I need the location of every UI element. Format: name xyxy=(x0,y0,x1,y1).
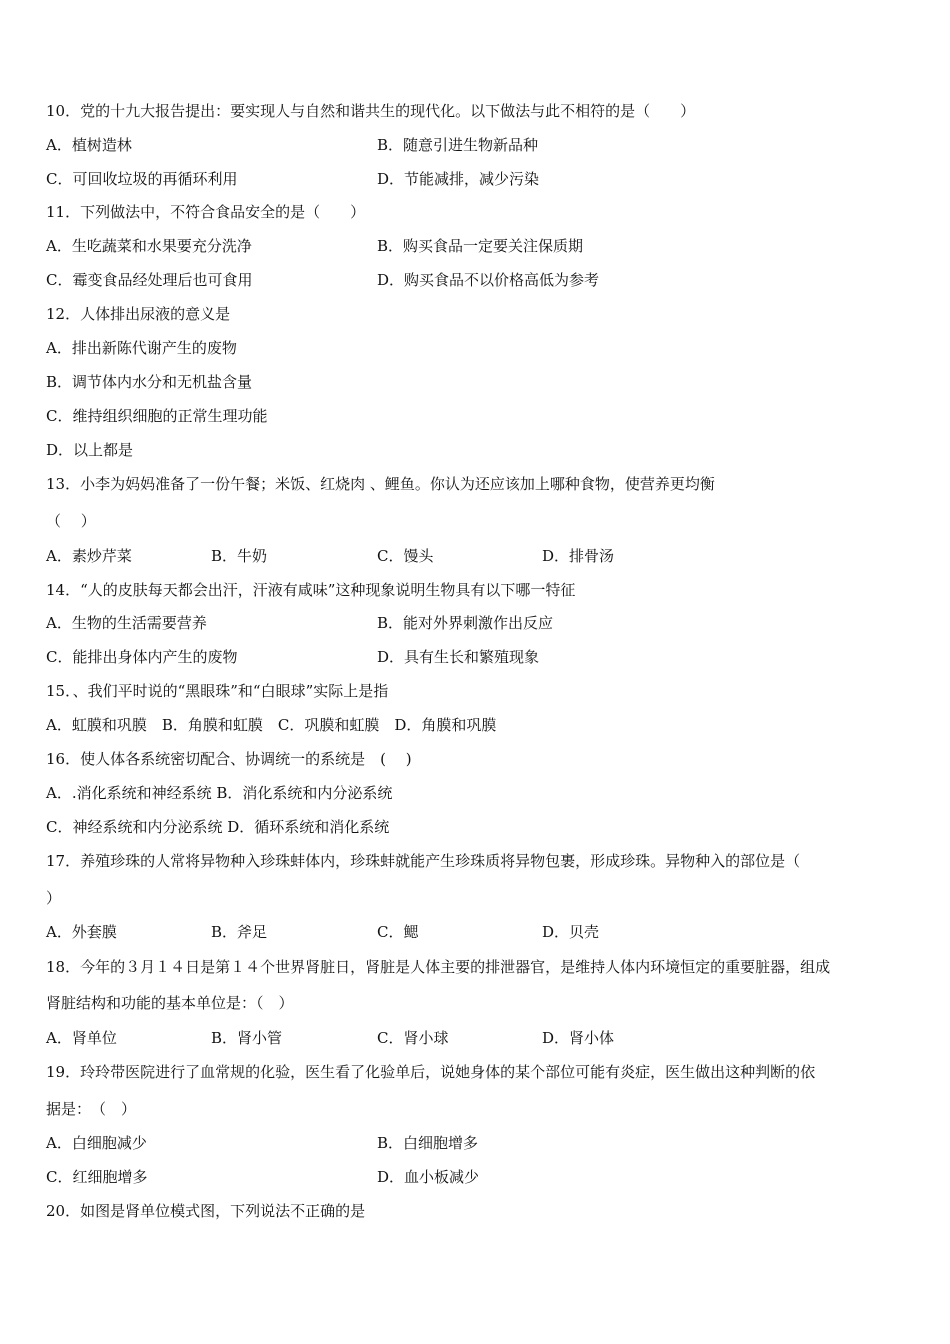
option-d[interactable]: D．购买食品不以价格高低为参考 xyxy=(377,271,600,289)
option-b[interactable]: B．肾小管 xyxy=(211,1029,283,1047)
question-19-stem-continued: 据是： （ ） xyxy=(46,1100,137,1118)
option-b[interactable]: B．购买食品一定要关注保质期 xyxy=(377,237,584,255)
question-10-stem: 10．党的十九大报告提出：要实现人与自然和谐共生的现代化。以下做法与此不相符的是（ ） xyxy=(46,102,696,120)
question-13-stem: 13．小李为妈妈准备了一份午餐；米饭、红烧肉 、鲤鱼。你认为还应该加上哪种食物，使营养更均衡 xyxy=(46,475,715,493)
question-14-stem: 14．“人的皮肤每天都会出汗，汗液有咸味”这种现象说明生物具有以下哪一特征 xyxy=(46,581,576,599)
option-b[interactable]: B．斧足 xyxy=(211,923,268,941)
option-d[interactable]: D．节能减排，减少污染 xyxy=(377,170,540,188)
option-c[interactable]: C．红细胞增多 xyxy=(46,1168,148,1186)
option-c[interactable]: C．可回收垃圾的再循环利用 xyxy=(46,170,238,188)
option-c[interactable]: C．肾小球 xyxy=(377,1029,449,1047)
question-16-options-ab[interactable]: A．.消化系统和神经系统 B．消化系统和内分泌系统 xyxy=(46,784,393,802)
question-15-stem: 15．、我们平时说的“黑眼珠”和“白眼球”实际上是指 xyxy=(46,682,389,700)
option-d[interactable]: D．肾小体 xyxy=(542,1029,615,1047)
option-b[interactable]: B．牛奶 xyxy=(211,547,268,565)
question-18-stem: 18．今年的３月１４日是第１４个世界肾脏日，肾脏是人体主要的排泄器官，是维持人体内环境恒定的重要脏器，组成 xyxy=(46,958,831,976)
question-17-stem-continued: ） xyxy=(46,889,62,907)
option-c[interactable]: C．馒头 xyxy=(377,547,434,565)
option-c[interactable]: C．霉变食品经处理后也可食用 xyxy=(46,271,253,289)
question-16-options-cd[interactable]: C．神经系统和内分泌系统 D．循环系统和消化系统 xyxy=(46,818,390,836)
option-b[interactable]: B．调节体内水分和无机盐含量 xyxy=(46,373,253,391)
option-c[interactable]: C．能排出身体内产生的废物 xyxy=(46,648,238,666)
option-a[interactable]: A．肾单位 xyxy=(46,1029,117,1047)
question-16-stem: 16．使人体各系统密切配合、协调统一的系统是 ( ) xyxy=(46,750,412,768)
option-b[interactable]: B．白细胞增多 xyxy=(377,1134,479,1152)
question-12-stem: 12．人体排出尿液的意义是 xyxy=(46,305,231,323)
option-d[interactable]: D．具有生长和繁殖现象 xyxy=(377,648,540,666)
option-b[interactable]: B．能对外界刺激作出反应 xyxy=(377,614,554,632)
option-c[interactable]: C．维持组织细胞的正常生理功能 xyxy=(46,407,268,425)
option-a[interactable]: A．植树造林 xyxy=(46,136,132,154)
option-d[interactable]: D．血小板减少 xyxy=(377,1168,480,1186)
question-20-stem: 20．如图是肾单位模式图，下列说法不正确的是 xyxy=(46,1202,366,1220)
option-b[interactable]: B．随意引进生物新品种 xyxy=(377,136,539,154)
question-11-stem: 11．下列做法中，不符合食品安全的是（ ） xyxy=(46,203,366,221)
question-19-stem: 19．玲玲带医院进行了血常规的化验，医生看了化验单后，说她身体的某个部位可能有炎症，医生做出这种判断的依 xyxy=(46,1063,816,1081)
option-d[interactable]: D．以上都是 xyxy=(46,441,134,459)
question-18-stem-continued: 肾脏结构和功能的基本单位是：（ ） xyxy=(46,994,294,1012)
option-d[interactable]: D．排骨汤 xyxy=(542,547,615,565)
option-a[interactable]: A．外套膜 xyxy=(46,923,117,941)
option-a[interactable]: A．排出新陈代谢产生的废物 xyxy=(46,339,237,357)
option-d[interactable]: D．贝壳 xyxy=(542,923,600,941)
question-17-stem: 17．养殖珍珠的人常将异物种入珍珠蚌体内，珍珠蚌就能产生珍珠质将异物包裹，形成珍珠。异物种入的部位是（ xyxy=(46,852,801,870)
option-a[interactable]: A．素炒芹菜 xyxy=(46,547,132,565)
option-a[interactable]: A．生物的生活需要营养 xyxy=(46,614,207,632)
option-a[interactable]: A．生吃蔬菜和水果要充分洗净 xyxy=(46,237,252,255)
question-13-stem-continued: （ ） xyxy=(46,512,96,530)
question-15-options[interactable]: A．虹膜和巩膜 B．角膜和虹膜 C．巩膜和虹膜 D．角膜和巩膜 xyxy=(46,716,497,734)
option-c[interactable]: C．鳃 xyxy=(377,923,419,941)
option-a[interactable]: A．白细胞减少 xyxy=(46,1134,147,1152)
